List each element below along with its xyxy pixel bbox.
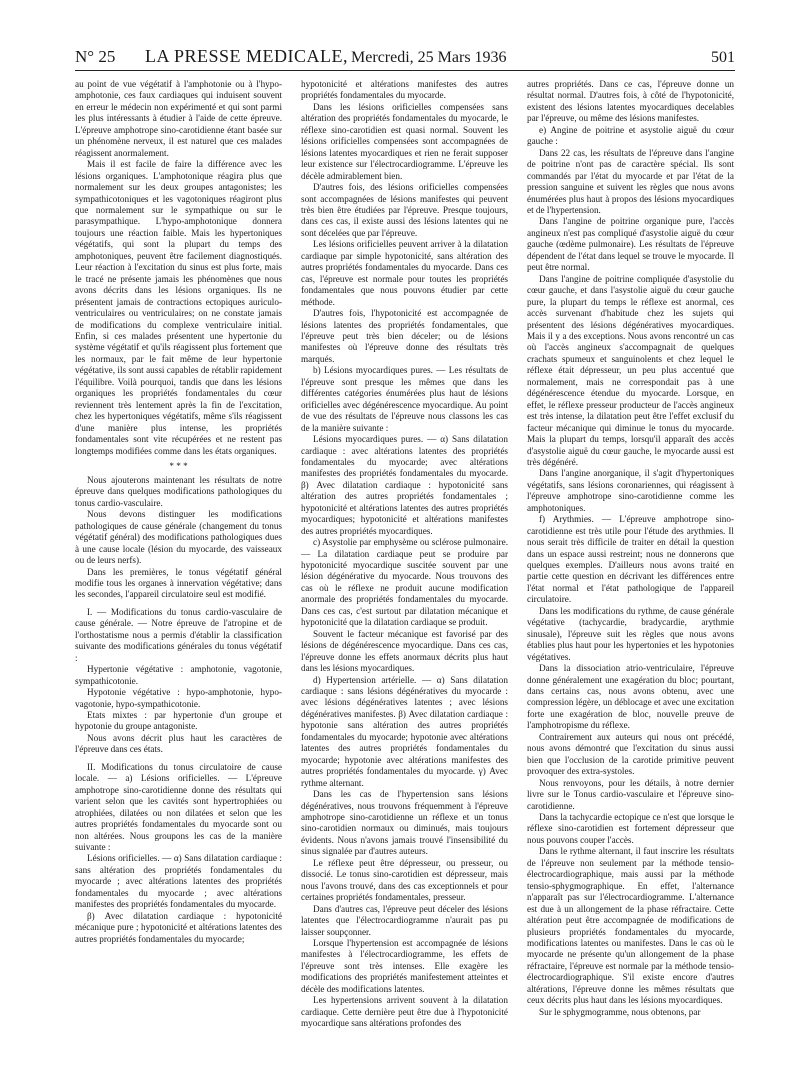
- paragraph: Nous renvoyons, pour les détails, à notre dernier livre sur le Tonus cardio-vasculaire et l'épreuve sino-carotidienne.: [527, 777, 734, 811]
- paragraph: Mais il est facile de faire la différence avec les lésions organiques. L'amphotonique réagira plus que normalement sur les deux groupes antagonistes; les sympathicotoniques et les vagotoniques réagiront plus que normalement sur le sympathique ou sur le parasympathique. L'hypo-amphotonique donnera toujours une réaction faible. Mais les hypertoniques végétatifs, qui sont la plupart du temps des amphotoniques, peuvent être facilement diagnostiqués. Leur réaction à l'excitation du sinus est plus forte, mais le tracé ne présente jamais les phénomènes que nous avons décrits dans les lésions organiques. Ils ne présentent jamais de contractions ectopiques auriculo-ventriculaires ou ventriculaires; on ne constate jamais de modifications du complexe ventriculaire initial. Enfin, si ces malades présentent une hypertonie du système végétatif et qu'ils réagissent plus fortement que les normaux, par le fait même de leur hypertonie végétative, ils sont aussi capables de rétablir rapidement l'équilibre. Voilà pourquoi, tandis que dans les lésions organiques les propriétés fondamentales du cœur reviennent très lentement après la fin de l'excitation, chez les hypertoniques végétatifs, même s'ils réagissent d'une manière plus intense, les propriétés fondamentales sont vite récupérées et ne restent pas longtemps modifiées comme dans les états organiques.: [75, 159, 282, 456]
- paragraph: Nous avons décrit plus haut les caractères de l'épreuve dans ces états.: [75, 732, 282, 755]
- paragraph: Nous ajouterons maintenant les résultats de notre épreuve dans quelques modifications pathologiques du tonus cardio-vasculaire.: [75, 474, 282, 508]
- paragraph: hypotonicité et altérations manifestes des autres propriétés fondamentales du myocarde.: [301, 79, 508, 101]
- paragraph: II. Modifications du tonus circulatoire de cause locale. — a) Lésions orificielles. — L'épreuve amphotrope sino-carotidienne donne des résultats qui varient selon que les cavités sont hypertrophiées ou atrophiées, dilatées ou non dilatées et selon que les autres propriétés fondamentales du myocarde sont ou non altérées. Nous groupons les cas de la manière suivante :: [75, 761, 282, 852]
- header-rule: [75, 70, 735, 71]
- issue-number: N° 25: [75, 47, 116, 66]
- paragraph: Lésions orificielles. — α) Sans dilatation cardiaque : sans altération des propriétés fondamentales du myocarde ; avec altérations latentes des propriétés fondamentales du myocarde ; avec altérations manifestes des propriétés fondamentales du myocarde.: [75, 853, 282, 910]
- paragraph: Lésions myocardiques pures. — α) Sans dilatation cardiaque : avec altérations latentes des propriétés fondamentales du myocarde; avec altérations manifestes des propriétés fondamentales du myocarde. β) Avec dilatation cardiaque : hypotonicité sans altération des autres propriétés fondamentales ; hypotonicité et altérations latentes des autres propriétés myocardiques; hypotonicité et altérations manifestes des autres propriétés myocardiques.: [301, 434, 508, 536]
- paragraph: b) Lésions myocardiques pures. — Les résultats de l'épreuve sont presque les mêmes que dans les différentes catégories énumérées plus haut de lésions orificielles avec dégénérescence myocardique. Au point de vue des résultats de l'épreuve nous classons les cas de la manière suivante :: [301, 365, 508, 433]
- page-number: 501: [711, 49, 735, 66]
- paragraph: autres propriétés. Dans ce cas, l'épreuve donne un résultat normal. D'autres fois, à côté de l'hypotonicité, existent des lésions latentes myocardiques decelables par l'épreuve, ou même des lésions manifestes.: [527, 79, 734, 124]
- paragraph: Etats mixtes : par hypertonie d'un groupe et hypotonie du groupe antagoniste.: [75, 710, 282, 732]
- paragraph: Dans le rythme alternant, il faut inscrire les résultats de l'épreuve non seulement par la méthode tensio-électrocardiographique, mais aussi par la méthode tensio-sphygmographique. En effet, l'alternance n'apparaît pas sur l'électrocardiogramme. L'alternance est due à un allongement de la phase réfractaire. Cette altération peut être accompagnée de modifications de plusieurs propriétés fondamentales du myocarde, modifications latentes ou manifestes. Dans le cas où le myocarde ne présente qu'un allongement de la phase réfractaire, l'épreuve est normale par la méthode tensio-électrocardiographique. S'il existe encore d'autres altérations, l'épreuve donne les mêmes résultats que ceux décrits plus haut dans les lésions myocardiques.: [527, 846, 734, 1006]
- paragraph: f) Arythmies. — L'épreuve amphotrope sino-carotidienne est très utile pour l'étude des arythmies. Il nous serait très difficile de traiter en détail la question dans un espace aussi restreint; nous ne donnerons que quelques exemples. D'ailleurs nous avons traité en partie cette question en décrivant les différences entre l'état normal et l'état pathologique de l'appareil circulatoire.: [527, 514, 734, 605]
- paragraph: D'autres fois, des lésions orificielles compensées sont accompagnées de lésions manifestes qui peuvent très bien être étudiées par l'épreuve. Presque toujours, dans ces cas, il existe aussi des lésions latentes qui ne sont décelées que par l'épreuve.: [301, 182, 508, 238]
- paragraph: Dans l'angine de poitrine compliquée d'asystolie du cœur gauche, et dans l'asystolie aiguë du cœur gauche pure, la plupart du temps le réflexe est anormal, ces accès survenant d'habitude chez les sujets qui présentent des lésions dégénératives myocardiques. Mais il y a des exceptions. Nous avons rencontré un cas où l'accès angineux s'accompagnait de quelques crachats spumeux et sanguinolents et chez lequel le réflexe était dépresseur, un peu plus accentué que normalement, mais ne correspondait pas à une dégénérescence étendue du myocarde. Lorsque, en effet, le réflexe presseur producteur de l'accès angineux est très intense, la dilatation peut être l'effet exclusif du facteur mécanique qui diminue le tonus du myocarde. Mais la plupart du temps, lorsqu'il apparaît des accès d'asystolie aiguë du cœur gauche, le myocarde aussi est très dégénéré.: [527, 273, 734, 467]
- paragraph: I. — Modifications du tonus cardio-vasculaire de cause générale. — Notre épreuve de l'atropine et de l'orthostatisme nous a permis d'établir la classification suivante des modifications générales du tonus végétatif :: [75, 606, 282, 663]
- section-separator: * * *: [169, 460, 188, 471]
- paragraph: Contrairement aux auteurs qui nous ont précédé, nous avons démontré que l'excitation du sinus aussi bien que l'occlusion de la carotide primitive peuvent provoquer des extra-systoles.: [527, 731, 734, 777]
- journal-title: LA PRESSE MEDICALE,: [145, 46, 349, 66]
- paragraph: Dans les cas de l'hypertension sans lésions dégénératives, nous trouvons fréquemment à l'épreuve amphotrope sino-carotidienne un réflexe et un tonus sino-carotidien normaux ou diminués, mais toujours évidents. Nous n'avons jamais trouvé l'insensibilité du sinus signalée par d'autres auteurs.: [301, 789, 508, 857]
- paragraph: β) Avec dilatation cardiaque : hypotonicité mécanique pure ; hypotonicité et altérations latentes des autres propriétés fondamentales du myocarde;: [75, 910, 282, 944]
- paragraph: Nous devons distinguer les modifications pathologiques de cause générale (changement du tonus végétatif général) des modifications pathologiques dues à une cause locale (lésion du myocarde, des vaisseaux ou de leurs nerfs).: [75, 509, 282, 566]
- paragraph: Dans les modifications du rythme, de cause générale végétative (tachycardie, bradycardie, arythmie sinusale), l'épreuve suit les règles que nous avons établies plus haut pour les hypertonies et les hypotonies végétatives.: [527, 605, 734, 662]
- paragraph: e) Angine de poitrine et asystolie aiguë du cœur gauche :: [527, 124, 734, 147]
- text-column-right: [527, 79, 734, 1069]
- paragraph: Dans la dissociation atrio-ventriculaire, l'épreuve donne généralement une exagération du bloc; pourtant, dans certains cas, nous avons obtenu, avec une compression légère, un déblocage et avec une excitation forte une exagération de bloc, nouvelle preuve de l'amphotropisme du réflexe.: [527, 663, 734, 731]
- text-column-left: [75, 79, 282, 1069]
- paragraph: Hypotonie végétative : hypo-amphotonie, hypo-vagotonie, hypo-sympathicotonie.: [75, 687, 282, 709]
- paragraph: Lorsque l'hypertension est accompagnée de lésions manifestes à l'électrocardiogramme, les effets de l'épreuve sont très intenses. Elle exagère les modifications des propriétés manifestement atteintes et décèle des modifications latentes.: [301, 937, 508, 994]
- article-columns: [75, 79, 735, 1069]
- issue-date: Mercredi, 25 Mars 1936: [351, 49, 507, 66]
- paragraph: d) Hypertension artérielle. — α) Sans dilatation cardiaque : sans lésions dégénératives du myocarde : avec lésions dégénératives latentes ; avec lésions dégénératives manifestes. β) Avec dilatation cardiaque : hypotonie sans altération des autres propriétés fondamentales du myocarde; hypotonie avec altérations latentes des autres propriétés fondamentales du myocarde; hypotonie avec altérations manifestes des autres propriétés fondamentales du myocarde. γ) Avec rythme alternant.: [301, 674, 508, 788]
- paragraph: Les hypertensions arrivent souvent à la dilatation cardiaque. Cette dernière peut être due à l'hypotonicité myocardique sans altérations profondes des: [301, 995, 508, 1029]
- page-header: [75, 46, 735, 72]
- paragraph: Le réflexe peut être dépresseur, ou presseur, ou dissocié. Le tonus sino-carotidien est dépresseur, mais nous l'avons trouvé, dans des cas exceptionnels et pour certaines propriétés fondamentales, presseur.: [301, 857, 508, 903]
- paragraph: Sur le sphygmogramme, nous obtenons, par: [539, 1006, 701, 1017]
- paragraph: Souvent le facteur mécanique est favorisé par des lésions de dégénérescence myocardique. Dans ces cas, l'épreuve donne les effets anormaux décrits plus haut dans les lésions myocardiques.: [301, 628, 508, 674]
- paragraph: D'autres fois, l'hypotonicité est accompagnée de lésions latentes des propriétés fondamentales, que l'épreuve peut très bien déceler; ou de lésions manifestes où l'épreuve donne des résultats très marqués.: [301, 308, 508, 364]
- paragraph: Dans les lésions orificielles compensées sans altération des propriétés fondamentales du myocarde, le réflexe sino-carotidien est quasi normal. Souvent les lésions orificielles compensées sont accompagnées de lésions latentes myocardiques et rien ne ferait supposer leur existence sur l'électrocardiogramme. L'épreuve les décèle admirablement bien.: [301, 101, 508, 181]
- text-column-middle: [301, 79, 508, 1069]
- paragraph: Dans d'autres cas, l'épreuve peut déceler des lésions latentes que l'électrocardiogramme n'aurait pas pu laisser soupçonner.: [301, 903, 508, 937]
- paragraph: Dans l'angine de poitrine organique pure, l'accès angineux n'est pas compliqué d'asystolie aiguë du cœur gauche (œdème pulmonaire). Les résultats de l'épreuve dépendent de l'état dans lequel se trouve le myocarde. Il peut être normal.: [527, 216, 734, 273]
- paragraph: Dans 22 cas, les résultats de l'épreuve dans l'angine de poitrine n'ont pas de caractère spécial. Ils sont commandés par l'état du myocarde et par l'état de la pression sanguine et suivent les règles que nous avons énumérées plus haut à propos des lésions myocardiques et de l'hypertension.: [527, 147, 734, 215]
- paragraph: Les lésions orificielles peuvent arriver à la dilatation cardiaque par simple hypotonicité, sans altération des autres propriétés fondamentales du myocarde. Dans ces cas, l'épreuve est normale pour toutes les propriétés fondamentales que nous pouvons étudier par cette méthode.: [301, 239, 508, 307]
- paragraph: Dans l'angine anorganique, il s'agit d'hypertoniques végétatifs, sans lésions coronariennes, qui réagissent à l'épreuve amphotrope sino-carotidienne comme les amphotoniques.: [527, 468, 734, 513]
- paragraph: Dans la tachycardie ectopique ce n'est que lorsque le réflexe sino-carotidien est fortement dépresseur que nous pouvons couper l'accès.: [527, 812, 734, 845]
- paragraph: c) Asystolie par emphysème ou sclérose pulmonaire. — La dilatation cardiaque peut se produire par hypotonicité myocardique suscitée souvent par une lésion dégénérative du myocarde. Nous trouvons des cas où le réflexe ne produit aucune modification anormale des propriétés fondamentales du myocarde. Dans ces cas, c'est surtout par dilatation mécanique et hypotonicité que la dilatation cardiaque se produit.: [301, 537, 508, 628]
- paragraph: Hypertonie végétative : amphotonie, vagotonie, sympathicotonie.: [75, 664, 282, 686]
- paragraph: Dans les premières, le tonus végétatif général modifie tous les organes à innervation végétative; dans les secondes, l'appareil circulatoire seul est modifié.: [75, 566, 282, 600]
- paragraph: au point de vue végétatif à l'amphotonie ou à l'hypo-amphotonie, ces faux cardiaques qui induisent souvent en erreur le médecin non expérimenté et qui sont parmi les plus intéressants à étudier à l'aide de cette épreuve. L'épreuve amphotrope sino-carotidienne étant basée sur un phénomène nerveux, il est naturel que ces malades réagissent anormalement.: [75, 79, 282, 158]
